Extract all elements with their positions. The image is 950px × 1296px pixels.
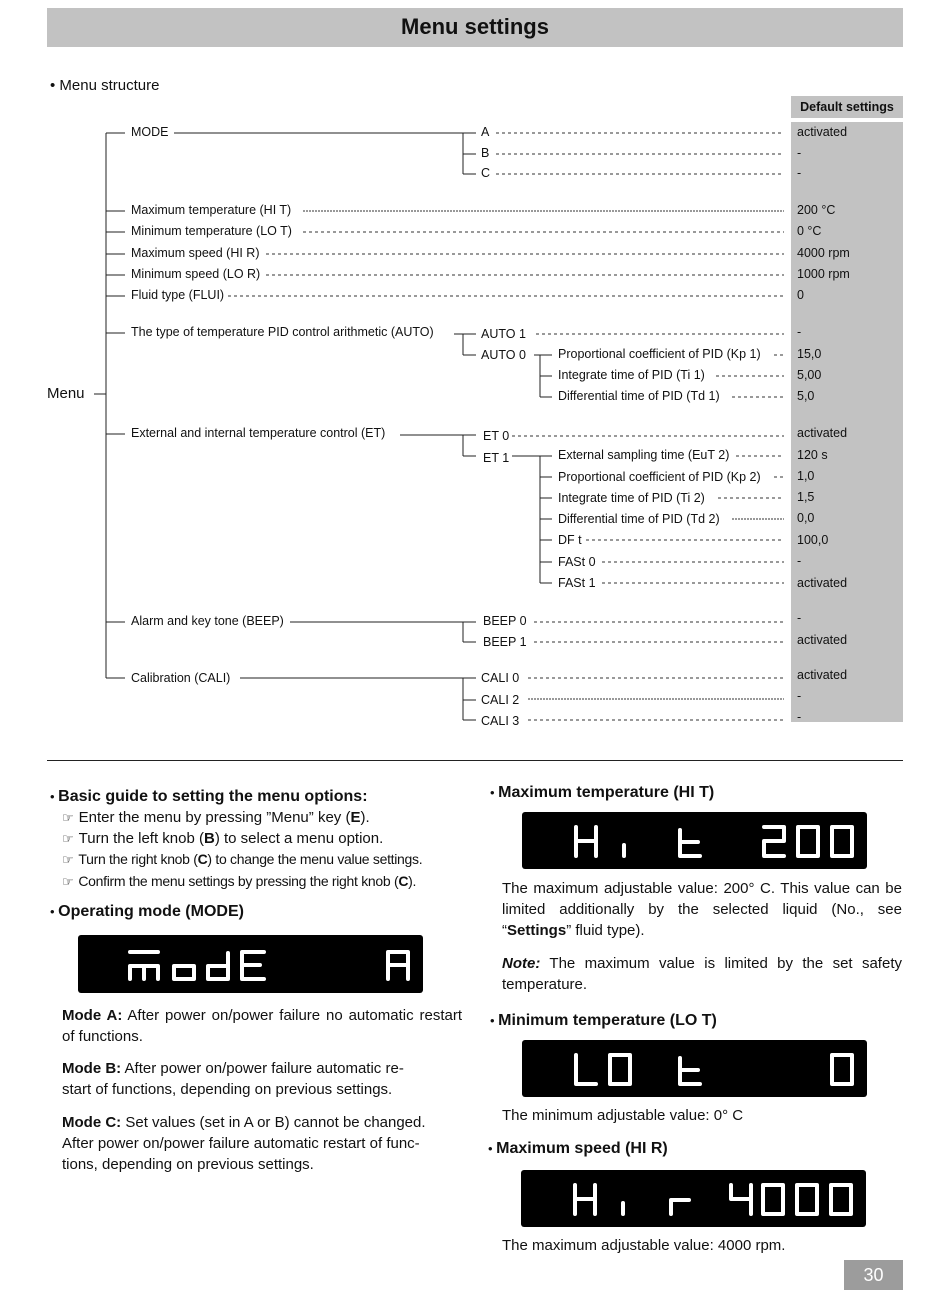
lcd-display-lo-t	[522, 1040, 867, 1097]
tree-item-lot: Minimum temperature (LO T)	[131, 224, 292, 238]
tree-item-beep0: BEEP 0	[483, 614, 527, 628]
bullet: •	[50, 904, 59, 919]
tree-item-auto: The type of temperature PID control arithmetic (AUTO)	[131, 325, 434, 339]
default-hir: 4000 rpm	[797, 246, 850, 260]
pointing-hand-icon: ☞	[62, 810, 74, 825]
max-temp-heading: • Maximum temperature (HI T)	[490, 784, 715, 801]
default-flui: 0	[797, 288, 804, 302]
mode-b-label: Mode B:	[62, 1060, 122, 1077]
tree-item-kp2: Proportional coefficient of PID (Kp 2)	[558, 470, 761, 484]
default-dft: 100,0	[797, 533, 829, 547]
bullet: •	[50, 789, 59, 804]
max-speed-description: The maximum adjustable value: 4000 rpm.	[502, 1237, 786, 1254]
tree-item-cali3: CALI 3	[481, 714, 520, 728]
default-beep0: -	[797, 611, 802, 625]
default-auto1: -	[797, 325, 802, 339]
guide-step-4: ☞ Confirm the menu settings by pressing the right knob (C).	[62, 873, 417, 889]
default-mode-a: activated	[797, 125, 848, 139]
menu-structure-label: Menu structure	[59, 77, 160, 94]
mode-b-description: Mode B: After power on/power failure automatic re- start of functions, depending on previous settings.	[62, 1060, 404, 1098]
page-number: 30	[863, 1265, 884, 1285]
tree-item-eut2: External sampling time (EuT 2)	[558, 448, 730, 462]
tree-item-beep1: BEEP 1	[483, 635, 527, 649]
default-ti2: 1,5	[797, 490, 815, 504]
bullet: •	[490, 1013, 499, 1028]
tree-item-mode: MODE	[131, 125, 169, 139]
max-temp-description: The maximum adjustable value: 200° C. This value can be limited additionally by the selected liquid (No., see “Settings” fluid type).	[502, 880, 902, 939]
tree-item-td2: Differential time of PID (Td 2)	[558, 512, 720, 526]
guide-step-2: ☞ Turn the left knob (B) to select a menu option.	[62, 830, 384, 847]
tree-item-auto0: AUTO 0	[481, 348, 526, 362]
note-label: Note:	[502, 955, 541, 972]
default-beep1: activated	[797, 633, 848, 647]
basic-guide-heading-text: Basic guide to setting the menu options:	[58, 788, 368, 805]
guide-step-1: ☞ Enter the menu by pressing ”Menu” key (E).	[62, 809, 370, 826]
lcd-segments	[522, 812, 867, 869]
default-et0: activated	[797, 426, 848, 440]
tree-item-cali0: CALI 0	[481, 671, 520, 685]
default-mode-c: -	[797, 166, 802, 180]
lcd-segments	[521, 1170, 866, 1227]
max-speed-heading: • Maximum speed (HI R)	[488, 1140, 668, 1157]
default-lot: 0 °C	[797, 224, 822, 238]
default-td1: 5,0	[797, 389, 815, 403]
default-kp2: 1,0	[797, 469, 815, 483]
tree-item-mode-b: B	[481, 146, 490, 160]
lcd-display-mode	[78, 935, 423, 993]
mode-c-label: Mode C:	[62, 1114, 122, 1131]
default-fast1: activated	[797, 576, 848, 590]
tree-item-et0: ET 0	[483, 429, 510, 443]
default-hit: 200 °C	[797, 203, 836, 217]
default-cali3: -	[797, 710, 802, 724]
min-temp-heading: • Minimum temperature (LO T)	[490, 1012, 717, 1029]
default-mode-b: -	[797, 146, 802, 160]
default-ti1: 5,00	[797, 368, 822, 382]
tree-item-fast1: FASt 1	[558, 576, 596, 590]
tree-item-kp1: Proportional coefficient of PID (Kp 1)	[558, 347, 761, 361]
menu-root-label: Menu	[47, 385, 85, 402]
bullet: •	[488, 1141, 497, 1156]
tree-item-cali2: CALI 2	[481, 693, 520, 707]
tree-item-fast0: FASt 0	[558, 555, 596, 569]
guide-step-3: ☞ Turn the right knob (C) to change the menu value settings.	[62, 851, 423, 867]
pointing-hand-icon: ☞	[62, 852, 74, 867]
default-cali0: activated	[797, 668, 848, 682]
tree-item-beep: Alarm and key tone (BEEP)	[131, 614, 284, 628]
tree-item-dft: DF t	[558, 533, 582, 547]
tree-item-auto1: AUTO 1	[481, 327, 526, 341]
pointing-hand-icon: ☞	[62, 874, 74, 889]
default-fast0: -	[797, 554, 802, 568]
bullet: •	[490, 785, 499, 800]
tree-item-hir: Maximum speed (HI R)	[131, 246, 260, 260]
mode-a-label: Mode A:	[62, 1007, 123, 1024]
lcd-display-hi-t	[522, 812, 867, 869]
tree-item-hit: Maximum temperature (HI T)	[131, 203, 292, 217]
mode-c-description: Mode C: Set values (set in A or B) cannot be changed. After power on/power failure automatic restart of func- tions, depending on previous settings.	[62, 1114, 426, 1173]
default-lor: 1000 rpm	[797, 267, 850, 281]
tree-item-et: External and internal temperature control (ET)	[131, 426, 386, 440]
tree-item-mode-a: A	[481, 125, 490, 139]
tree-item-cali: Calibration (CALI)	[131, 671, 231, 685]
tree-item-td1: Differential time of PID (Td 1)	[558, 389, 720, 403]
tree-item-mode-c: C	[481, 166, 491, 180]
tree-item-ti2: Integrate time of PID (Ti 2)	[558, 491, 705, 505]
pointing-hand-icon: ☞	[62, 831, 74, 846]
lcd-segments	[522, 1040, 867, 1097]
tree-item-flui: Fluid type (FLUI)	[131, 288, 225, 302]
operating-mode-heading	[50, 901, 244, 922]
default-kp1: 15,0	[797, 347, 822, 361]
default-td2: 0,0	[797, 511, 815, 525]
bullet: •	[50, 77, 60, 94]
section-divider	[47, 760, 903, 761]
mode-a-description: Mode A: After power on/power failure no automatic restart of functions.	[62, 1007, 463, 1045]
page-number-box	[844, 1260, 903, 1290]
lcd-segments	[78, 935, 423, 993]
lcd-display-hi-r	[521, 1170, 866, 1227]
max-temp-note: Note: The maximum value is limited by the set safety temperature.	[502, 955, 902, 993]
default-eut2: 120 s	[797, 448, 828, 462]
min-temp-description: The minimum adjustable value: 0° C	[502, 1107, 744, 1124]
default-settings-header: Default settings	[791, 96, 903, 118]
basic-guide-heading	[50, 786, 368, 807]
tree-item-et1: ET 1	[483, 451, 510, 465]
tree-item-ti1: Integrate time of PID (Ti 1)	[558, 368, 705, 382]
tree-item-lor: Minimum speed (LO R)	[131, 267, 261, 281]
default-cali2: -	[797, 689, 802, 703]
page-title: Menu settings	[401, 14, 549, 39]
operating-mode-heading-text: Operating mode (MODE)	[58, 903, 244, 920]
